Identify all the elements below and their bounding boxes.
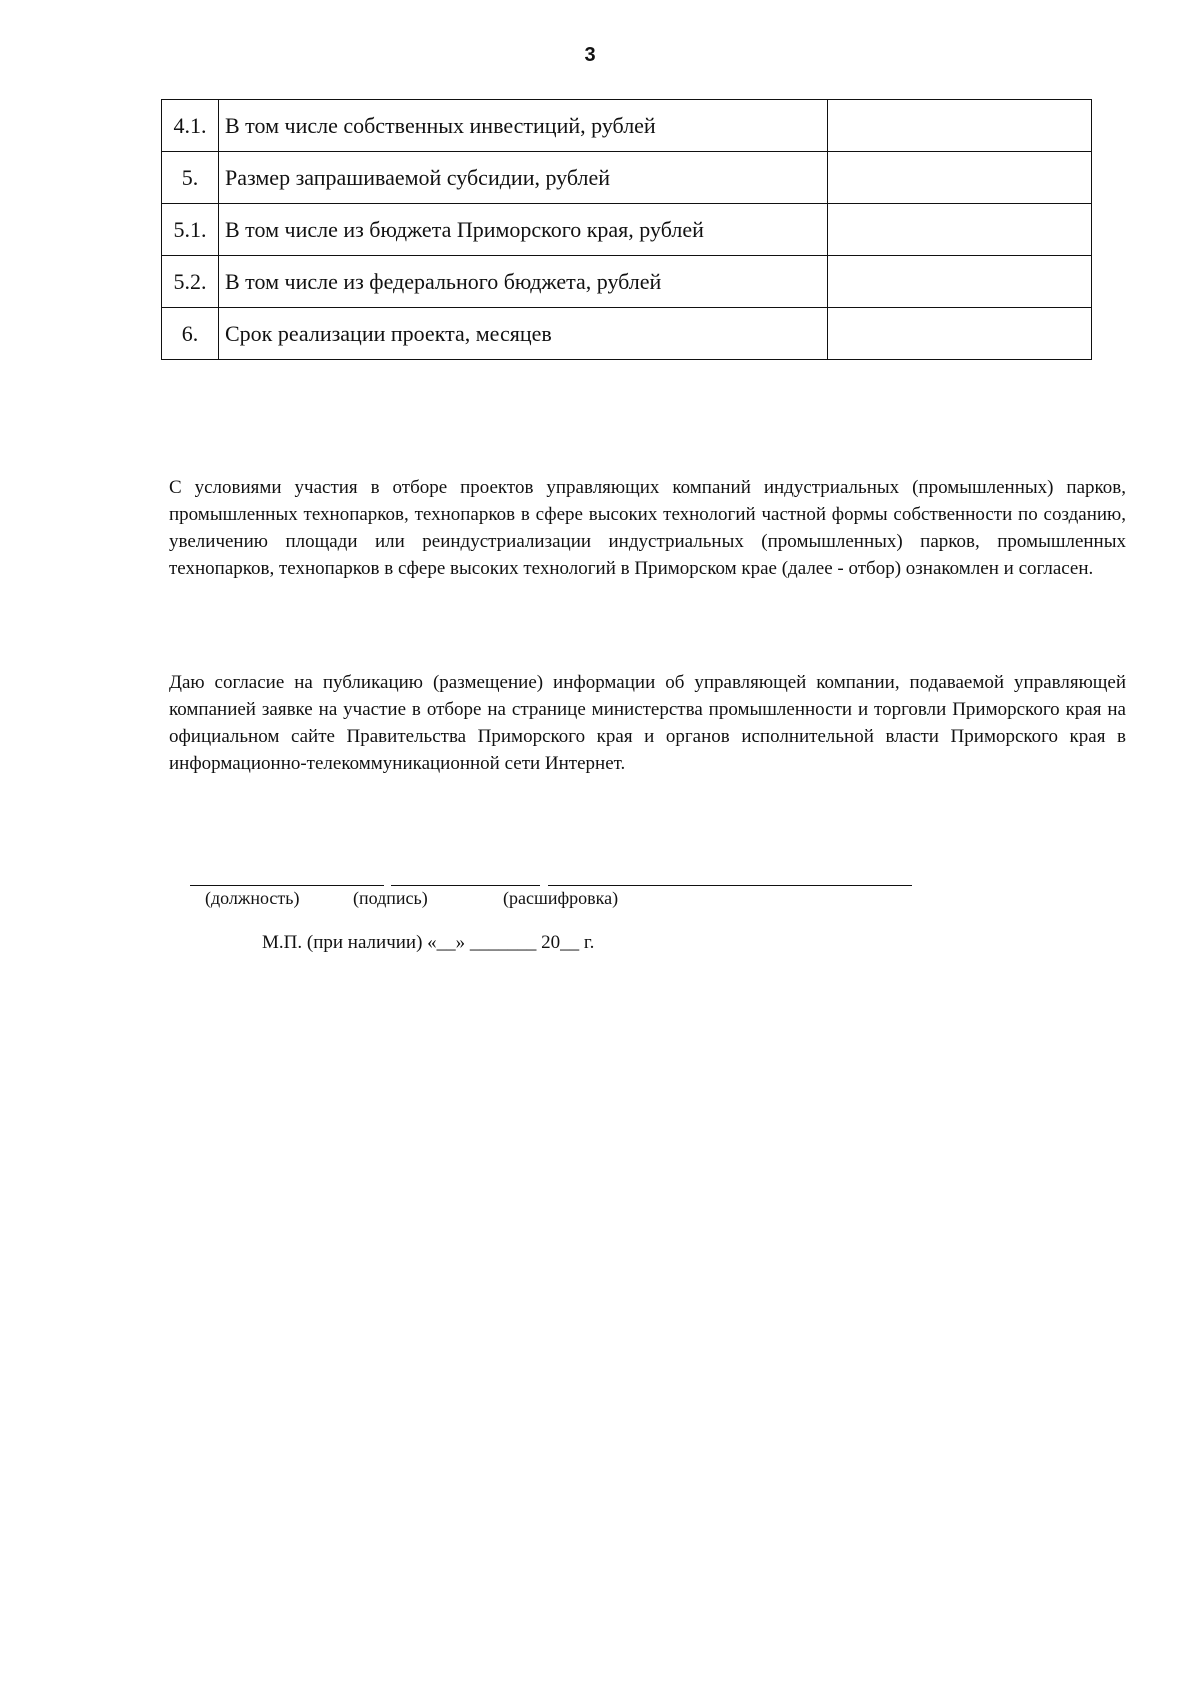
table-row: [162, 204, 1092, 256]
row-value: [828, 204, 1092, 256]
conditions-paragraph: С условиями участия в отборе проектов управляющих компаний индустриальных (промышленных) парков, промышленных технопарков, технопарков в сфере высоких технологий частной формы собственности по созданию, увеличению площади или реиндустриализации индустриальных (промышленных) парков, промышленных технопарков, технопарков в сфере высоких технологий в Приморском крае (далее - отбор) ознакомлен и согласен.: [169, 477, 1126, 579]
table-row: [162, 308, 1092, 360]
decoding-caption: (расшифровка): [503, 888, 619, 908]
row-value: [828, 256, 1092, 308]
position-caption: (должность): [205, 888, 300, 908]
row-label: Размер запрашиваемой субсидии, рублей: [219, 152, 828, 204]
decoding-signature-line: [548, 885, 912, 886]
signature-caption: (подпись): [353, 888, 428, 908]
row-label: В том числе собственных инвестиций, рублей: [219, 100, 828, 152]
table-row: [162, 100, 1092, 152]
position-signature-line: [190, 885, 384, 886]
signature-line: [391, 885, 540, 886]
application-table: [161, 99, 1092, 360]
table-row: [162, 152, 1092, 204]
row-label: Срок реализации проекта, месяцев: [219, 308, 828, 360]
consent-paragraph: Даю согласие на публикацию (размещение) информации об управляющей компании, подаваемой управляющей компанией заявке на участие в отборе на странице министерства промышленности и торговли Приморского края на официальном сайте Правительства Приморского края и органов исполнительной власти Приморского края в информационно-телекоммуникационной сети Интернет.: [169, 672, 1126, 774]
row-label: В том числе из бюджета Приморского края, рублей: [219, 204, 828, 256]
page-number: 3: [584, 44, 596, 66]
row-value: [828, 152, 1092, 204]
row-value: [828, 308, 1092, 360]
table-row: [162, 256, 1092, 308]
stamp-date-line: М.П. (при наличии) «__» _______ 20__ г.: [262, 932, 595, 953]
row-label: В том числе из федерального бюджета, рублей: [219, 256, 828, 308]
row-number: 5.1.: [162, 204, 219, 256]
row-number: 4.1.: [162, 100, 219, 152]
row-number: 6.: [162, 308, 219, 360]
row-value: [828, 100, 1092, 152]
row-number: 5.: [162, 152, 219, 204]
row-number: 5.2.: [162, 256, 219, 308]
